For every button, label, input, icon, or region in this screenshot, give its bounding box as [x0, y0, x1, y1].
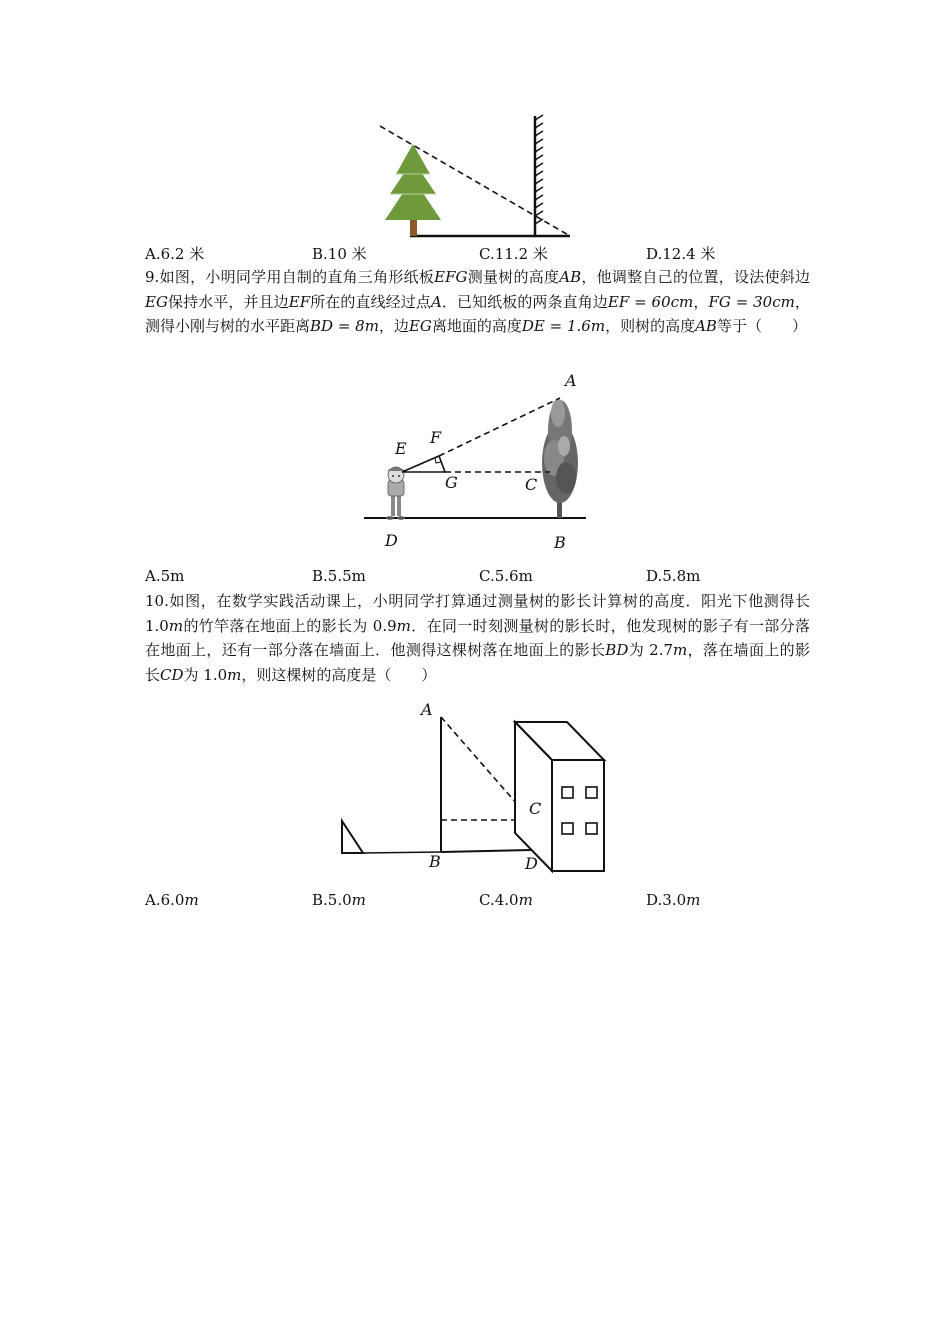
q10-text-part: 的竹竿落在地面上的影长为 0.9 [183, 616, 397, 635]
q10-math: m [396, 616, 411, 635]
option-unit: m [184, 891, 199, 909]
option-unit: m [686, 891, 701, 909]
q9-text-part: ，测得小刚与树的水平距离 [145, 292, 810, 335]
q9-text-part: ， [693, 292, 709, 311]
q9-option-a[interactable]: A.5m [145, 567, 185, 585]
q9-text-part: ．已知纸板的两条直角边 [441, 292, 608, 311]
q10-number: 10. [145, 592, 169, 610]
q9-text-part: 离地面的高度 [431, 317, 522, 335]
q9-math: AB [559, 268, 582, 286]
tree-icon [542, 399, 578, 518]
q9-text-part: ，则树的高度 [605, 317, 696, 335]
q10-math: BD [605, 641, 629, 659]
q9-math: EF = 60cm [607, 292, 694, 311]
option-value: B.5.0 [312, 891, 352, 909]
option-value: D.3.0 [646, 891, 687, 909]
q10-math: CD [160, 665, 184, 684]
q9-text-part: ，边 [378, 317, 409, 335]
q9-text-part: 如图，小明同学用自制的直角三角形纸板 [159, 268, 435, 286]
q8-option-c[interactable]: C.11.2 米 [479, 245, 548, 263]
q9-text-part: 保持水平，并且边 [167, 292, 289, 311]
q10-text-part: ，则这棵树的高度是（ ） [241, 665, 437, 684]
label-b: B [554, 533, 566, 552]
q9-math: EF [288, 292, 311, 311]
label-b: B [429, 852, 441, 871]
q9-text-part: ，他调整自己的位置，设法使斜边 [581, 268, 810, 286]
label-c: C [525, 475, 538, 494]
q9-text-part: 等于（ ） [716, 317, 807, 335]
q10-text-part: ．在同一时刻测量树的影长时，他发现树的影子有一部分落在地面上，还有一部分落在墙面上．他测得这棵树落在地面上的影长 [145, 616, 810, 659]
q9-option-d[interactable]: D.5.8m [646, 567, 701, 585]
q10-option-a[interactable] [145, 891, 199, 909]
q9-math: AB [695, 317, 717, 335]
q9-math: DE = 1.6m [521, 317, 606, 335]
q10-math: m [168, 616, 184, 635]
label-f: F [430, 428, 442, 447]
q9-option-c[interactable]: C.5.6m [479, 567, 533, 585]
triangle-efg [402, 456, 445, 472]
q9-figure [360, 368, 600, 558]
q9-number: 9. [145, 268, 160, 286]
q10-math: m [673, 641, 688, 659]
q9-math: EG [408, 317, 432, 335]
q9-text-part: 测量树的高度 [467, 268, 560, 286]
q8-option-a[interactable]: A.6.2 米 [145, 245, 205, 263]
option-value: A.6.0 [145, 891, 185, 909]
q8-figure [370, 110, 580, 240]
q10-figure [335, 695, 615, 880]
q10-options [145, 891, 825, 913]
q9-math: EG [145, 292, 168, 311]
q10-text-part: ，落在墙面上的影长 [145, 641, 810, 684]
q10-text-part: 为 2.7 [628, 641, 674, 659]
q9-options [145, 567, 825, 589]
label-g: G [445, 473, 458, 492]
q9-math: FG = 30cm [708, 292, 795, 311]
q10-text-part: 为 1.0 [183, 665, 228, 684]
q9-math: BD = 8m [310, 317, 379, 335]
tree-icon [385, 144, 441, 236]
label-a: A [565, 371, 577, 390]
q10-text-part: 如图，在数学实践活动课上，小明同学打算通过测量树的影长计算树的高度．阳光下他测得长 1.0 [145, 592, 810, 635]
boy-icon [386, 467, 405, 520]
q10-math: m [227, 665, 242, 684]
label-c: C [529, 799, 542, 818]
q10-option-c[interactable] [479, 891, 533, 909]
option-unit: m [351, 891, 366, 909]
option-unit: m [518, 891, 533, 909]
q9-text-part: 所在的直线经过点 [310, 292, 431, 311]
pole-triangle [342, 821, 363, 853]
option-value: C.4.0 [479, 891, 519, 909]
q9-math: A [430, 292, 442, 311]
label-a: A [421, 700, 433, 719]
q10-option-d[interactable] [646, 891, 700, 909]
q10-text [145, 589, 810, 687]
label-d: D [385, 531, 398, 550]
q9-math: EFG [434, 268, 468, 286]
q8-option-d[interactable]: D.12.4 米 [646, 245, 716, 263]
q8-options [145, 243, 825, 265]
q9-option-b[interactable]: B.5.5m [312, 567, 366, 585]
ground-bd [441, 850, 531, 852]
label-d: D [525, 854, 538, 873]
label-e: E [395, 439, 407, 458]
q9-text [145, 265, 810, 339]
q10-option-b[interactable] [312, 891, 366, 909]
q8-option-b[interactable]: B.10 米 [312, 245, 367, 263]
building-icon [515, 722, 604, 871]
sightline-ea [439, 398, 560, 456]
